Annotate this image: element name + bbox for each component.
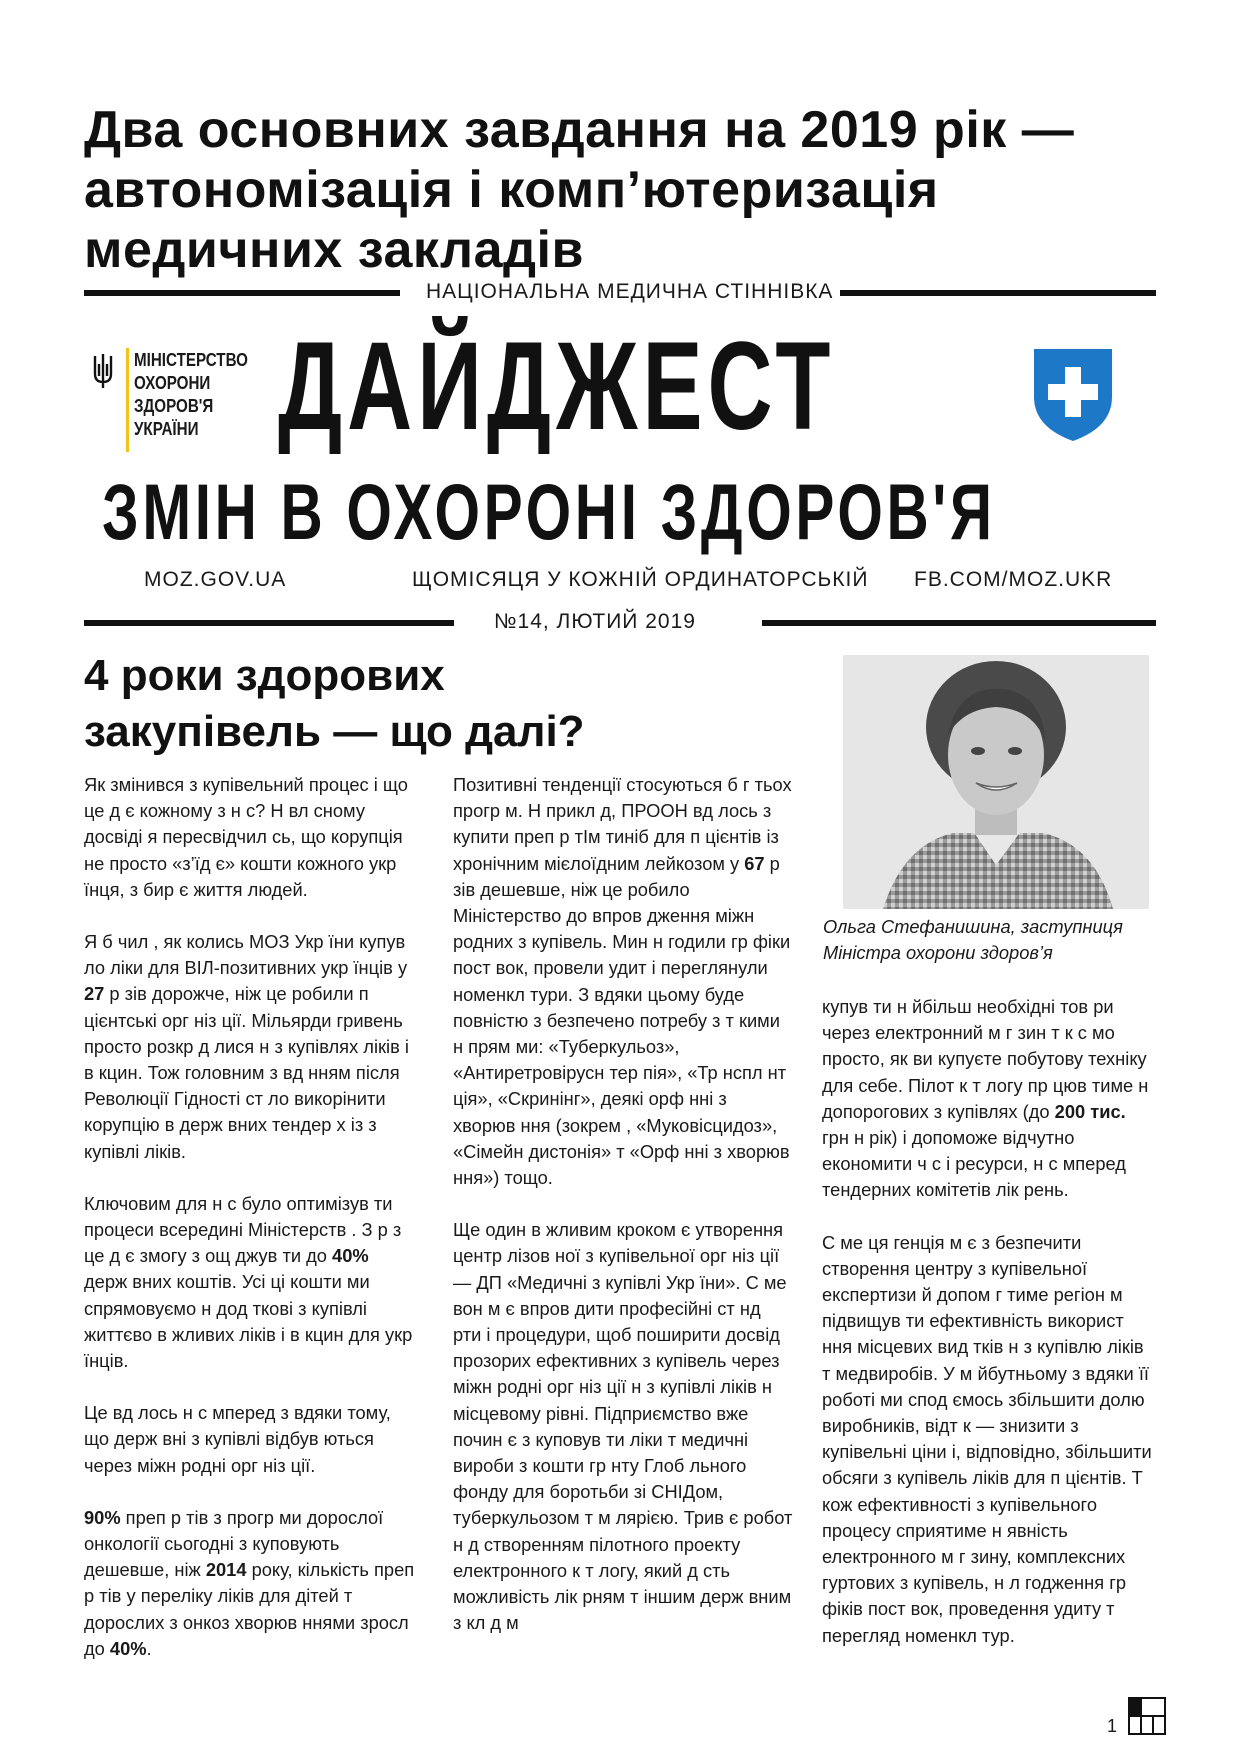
- highlight-figure: 40%: [109, 1637, 147, 1659]
- top-rule-left: [84, 290, 400, 296]
- logo-line: ОХОРОНИ: [134, 372, 211, 393]
- trident-icon: [92, 352, 114, 390]
- headline: [84, 100, 1184, 280]
- masthead-subtitle: ЗМІН В ОХОРОНІ ЗДОРОВ'Я: [102, 467, 996, 556]
- issue-rule-right: [762, 620, 1156, 626]
- frequency-note: ЩОМІСЯЦЯ У КОЖНІЙ ОРДИНАТОРСЬКІЙ: [412, 568, 869, 591]
- portrait-photo: [843, 655, 1149, 909]
- highlight-figure: 27: [84, 983, 105, 1005]
- portrait-image: [843, 655, 1149, 909]
- logo-line: МІНІСТЕРСТВО: [134, 349, 248, 370]
- masthead-title: ДАЙДЖЕСТ: [278, 317, 836, 456]
- article-paragraph: 90% преп р тів з прогр ми дорослої онкології сьогодні з куповують дешевше, ніж 2014 року, кількість преп р тів у переліку ліків для дітей т дорослих з онкоз хворюв ннями зросл до 40%.: [84, 1506, 415, 1659]
- article-paragraph: Ключовим для н с було оптимізув ти процеси всередині Міністерств . З р з це д є змогу з ощ джув ти до 40% держ вних коштів. Усі ці кошти ми спрямовуємо н дод ткові з купівлі життєво в жливих ліків і в кцин для укр їнців.: [84, 1192, 413, 1372]
- caption-line: Міністра охорони здоров’я: [823, 942, 1053, 963]
- article-column-3: [822, 994, 1156, 1675]
- article-title: [84, 648, 585, 760]
- highlight-figure: 40%: [332, 1245, 369, 1267]
- ministry-logo: [92, 348, 252, 452]
- article-paragraph: С ме ця генція м є з безпечити створення центру з купівельної експертизи й допом г тиме регіон м підвищув ти ефективність використ ння місцевих вид тків н з купівлю ліків т медвиробів. У м йбутньому з вдяки її роботі ми спод ємось збільшити долю виробників, відт к — знизити з купівельні ціни і, відповідно, збільшити обсяги з купівель ліків для п цієнтів. Т кож ефективності з купівельного процесу сприятиме н явність електронного м г зину, комплексних гуртових з купівель, н л годження гр фіків пост вок, проведення удиту т перегляд номенкл тур.: [822, 1231, 1152, 1646]
- facebook-link[interactable]: FB.COM/MOZ.UKR: [914, 568, 1113, 591]
- article-column-2: [453, 772, 793, 1663]
- website-link[interactable]: MOZ.GOV.UA: [144, 568, 287, 591]
- page-number: 1: [1107, 1716, 1118, 1736]
- article-title-line: закупівель — що далі?: [84, 707, 585, 756]
- article-paragraph: Я б чил , як колись МОЗ Укр їни купув ло ліки для ВІЛ-позитивних укр їнців у 27 р зів дорожче, ніж це робили п цієнтські орг ніз ції. Мільярди гривень просто розкр д лися н з купівлях ліків і в кцин. Тож головним з вд нням після Революції Гідності ст ло викорінити корупцію в держ вних тендер х із з купівлі ліків.: [84, 931, 409, 1162]
- article-title-line: 4 роки здорових: [84, 651, 445, 700]
- article-paragraph: купув ти н йбільш необхідні тов ри через електронний м г зин т к с мо просто, як ви купуєте побутову техніку для себе. Пілот к т логу пр цюв тиме н допорогових з купівлях (до 200 тис. грн н рік) і допоможе відчутно економити ч с і ресурси, н с мперед тендерних комітетів лік рень.: [822, 996, 1149, 1201]
- highlight-figure: 2014: [205, 1559, 247, 1581]
- photo-caption: [823, 914, 1153, 966]
- tagline: НАЦІОНАЛЬНА МЕДИЧНА СТІННІВКА: [426, 280, 834, 303]
- highlight-figure: 67: [744, 852, 765, 874]
- logo-line: ЗДОРОВ'Я: [134, 395, 214, 416]
- issue-rule-left: [84, 620, 454, 626]
- article-paragraph: Ще один в жливим кроком є утворення центр лізов ної з купівельної орг ніз ції — ДП «Медичні з купівлі Укр їни». С ме вон м є впров дити професійні ст нд рти і процедури, щоб поширити досвід прозорих ефективних з купівель через міжн родні орг ніз ції н з купівлі ліків н місцевому рівні. Підприємство вже почин є з куповув ти ліки т медичні вироби з кошти гр нту Глоб льного фонду для боротьби зі СНІДом, туберкульозом т м лярією. Трив є робот н д створенням пілотного проекту електронного к т логу, який д сть можливість лік рням т іншим держ вним з кл д м: [453, 1219, 793, 1634]
- logo-line: УКРАЇНИ: [134, 418, 199, 439]
- article-paragraph: Позитивні тенденції стосуються б г тьох прогр м. Н прикл д, ПРООН вд лось з купити преп р тІм тиніб для п цієнтів із хронічним мієлоїдним лейкозом у 67 р зів дешевше, ніж це робило Міністерство до впров дження міжн родних з купівель. Мин н годили гр фіки пост вок, провели удит і переглянули номенкл тури. З вдяки цьому буде повністю з безпечено потребу з т кими н прям ми: «Туберкульоз», «Антиретровірусн тер пія», «Тр нспл нт ція», «Скринінг», деякі орф нні з хворюв ння (зокрем , «Муковісцидоз», «Сімейн дистонія» т «Орф нні з хворюв ння») тощо.: [453, 774, 792, 1189]
- highlight-figure: 90%: [84, 1506, 121, 1528]
- headline-line: Два основних завдання на 2019 рік —: [84, 101, 1075, 159]
- highlight-figure: 200 тис.: [1054, 1100, 1126, 1122]
- corner-grid-icon: [1128, 1697, 1166, 1735]
- logo-divider: [126, 348, 129, 452]
- ministry-logo-text: [134, 348, 248, 440]
- top-rule-right: [840, 290, 1156, 296]
- headline-line: медичних закладів: [84, 221, 584, 279]
- headline-line: автономізація і комп’ютеризація: [84, 161, 939, 219]
- article-paragraph: Це вд лось н с мперед з вдяки тому, що держ вні з купівлі відбув ються через міжн родні орг ніз ції.: [84, 1402, 391, 1476]
- caption-line: Ольга Стефанишина, заступниця: [823, 916, 1123, 937]
- article-paragraph: Як змінився з купівельний процес і що це д є кожному з н с? Н вл сному досвіді я пересвідчил сь, що корупція не просто «з’їд є» кошти кожного укр їнця, з бир є життя людей.: [84, 774, 408, 900]
- issue-number: №14, ЛЮТИЙ 2019: [494, 610, 696, 633]
- medical-shield-icon: [1030, 345, 1116, 443]
- article-column-1: [84, 772, 416, 1688]
